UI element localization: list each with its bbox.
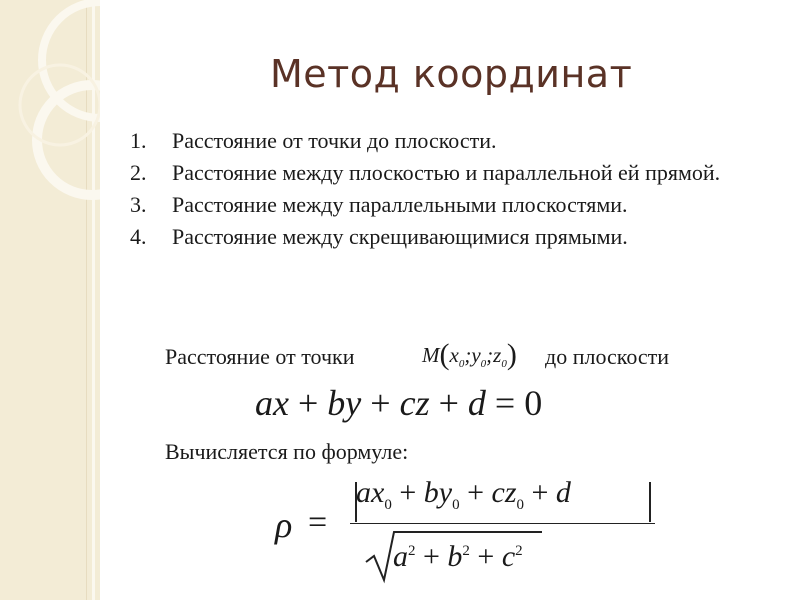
to-plane-label: до плоскости <box>545 344 670 369</box>
den-pow: 2 <box>515 543 523 559</box>
point-x: x <box>449 343 459 367</box>
num-ax: ax <box>356 476 385 509</box>
den-pow: 2 <box>408 543 416 559</box>
list-item <box>130 157 760 189</box>
den-pow: 2 <box>462 543 470 559</box>
num-sub: 0 <box>384 497 392 513</box>
den-a: a <box>393 540 408 573</box>
eq-y: y <box>345 383 362 423</box>
fraction-bar <box>350 523 655 524</box>
list-text: Расстояние между плоскостью и параллельной ей прямой. <box>172 160 721 185</box>
topic-list <box>130 125 760 253</box>
eq-zero: 0 <box>524 383 543 423</box>
num-sub: 0 <box>452 497 460 513</box>
point-z: z <box>493 343 502 367</box>
eq-c: c <box>399 383 416 423</box>
slide-title: Метод координат <box>270 52 633 96</box>
point-sep: ; <box>464 343 472 367</box>
decorative-circles <box>0 0 100 600</box>
list-number: 3. <box>130 192 147 217</box>
list-text: Расстояние между параллельными плоскостями. <box>172 192 628 217</box>
den-c: c <box>501 540 516 573</box>
eq-plus: + <box>297 383 319 423</box>
plane-equation <box>255 382 542 424</box>
formula-equals: = <box>308 504 328 541</box>
list-text: Расстояние между скрещивающимися прямыми. <box>172 224 628 249</box>
num-d: d <box>555 476 571 509</box>
list-number: 1. <box>130 128 147 153</box>
list-item <box>130 221 760 253</box>
num-plus: + <box>467 476 484 509</box>
num-sub: 0 <box>516 497 524 513</box>
decorative-sidebar <box>0 0 100 600</box>
eq-z: z <box>415 383 430 423</box>
eq-d: d <box>467 383 486 423</box>
rho-symbol: ρ <box>275 505 293 545</box>
point-x-sub: 0 <box>458 358 465 371</box>
formula-denominator <box>393 540 523 574</box>
list-item <box>130 125 760 157</box>
num-by: by <box>423 476 453 509</box>
den-plus: + <box>423 540 440 573</box>
den-plus: + <box>477 540 495 573</box>
distance-formula <box>270 470 790 590</box>
num-plus: + <box>399 476 417 509</box>
point-z-sub: 0 <box>501 358 507 371</box>
eq-b: b <box>327 383 346 423</box>
point-notation: $M(x_0;y_0;z_0)$ <box>422 338 517 371</box>
eq-plus: + <box>370 383 391 423</box>
distance-from-point-label: Расстояние от точки <box>165 344 355 369</box>
list-item <box>130 189 760 221</box>
eq-plus: + <box>438 383 459 423</box>
list-text: Расстояние от точки до плоскости. <box>172 128 497 153</box>
eq-a: a <box>255 383 273 423</box>
num-cz: cz <box>491 476 517 509</box>
list-number: 4. <box>130 224 147 249</box>
num-plus: + <box>531 476 549 509</box>
eq-x: x <box>273 383 289 423</box>
computed-by-label: Вычисляется по формуле: <box>165 439 409 464</box>
point-y: y <box>471 343 481 367</box>
list-number: 2. <box>130 160 147 185</box>
point-y-sub: 0 <box>480 358 487 371</box>
point-sep: ; <box>486 343 494 367</box>
formula-numerator <box>356 476 571 514</box>
point-name: M <box>422 343 440 367</box>
den-b: b <box>447 540 463 573</box>
eq-equals: = <box>494 383 516 423</box>
